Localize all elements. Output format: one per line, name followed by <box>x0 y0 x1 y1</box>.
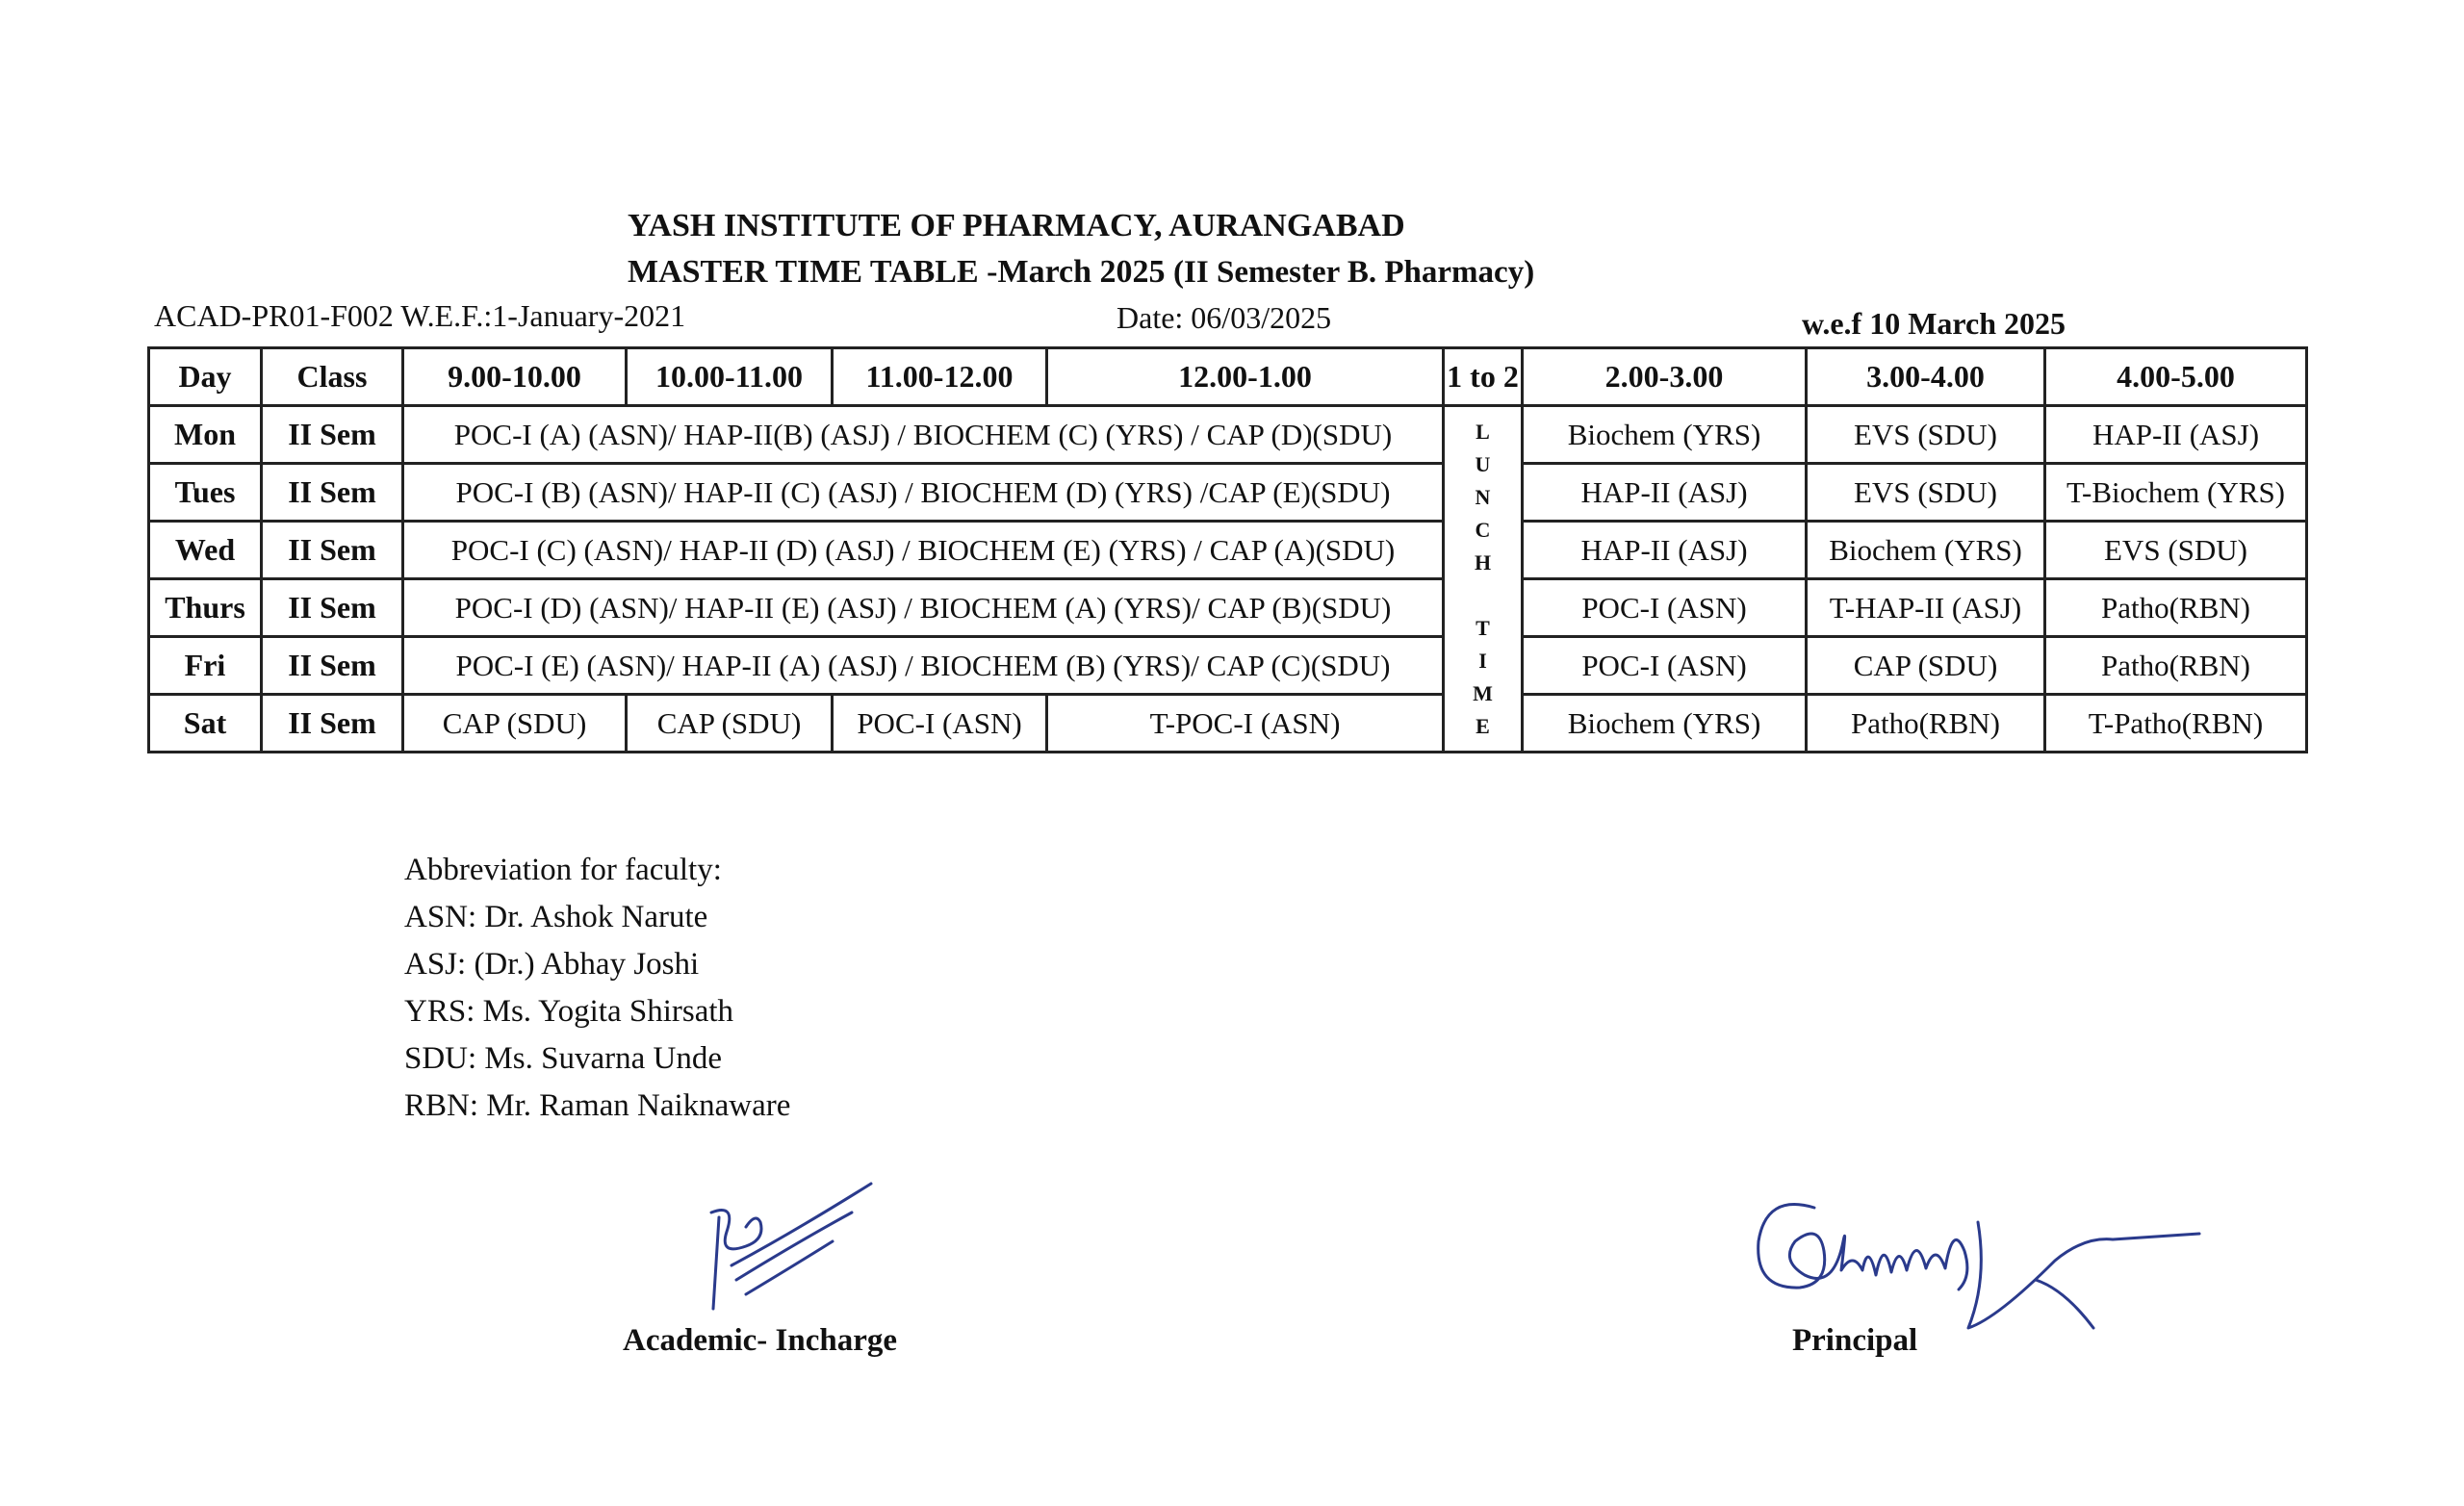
day-cell: Tues <box>149 464 262 522</box>
class-cell: II Sem <box>262 579 403 637</box>
table-row <box>149 695 2307 753</box>
slot-3-4-cell: EVS (SDU) <box>1807 406 2045 464</box>
slot-2-3-cell: HAP-II (ASJ) <box>1523 522 1807 579</box>
slot-12-1-cell: T-POC-I (ASN) <box>1047 695 1444 753</box>
issue-date: Date: 06/03/2025 <box>1116 300 1332 335</box>
form-code: ACAD-PR01-F002 W.E.F.:1-January-2021 <box>154 298 686 333</box>
header-slot-10-11: 10.00-11.00 <box>627 348 833 406</box>
day-cell: Fri <box>149 637 262 695</box>
morning-batches-cell: POC-I (C) (ASN)/ HAP-II (D) (ASJ) / BIOCHEM (E) (YRS) / CAP (A)(SDU) <box>403 522 1444 579</box>
slot-11-12-cell: POC-I (ASN) <box>833 695 1047 753</box>
header-row <box>149 348 2307 406</box>
header-slot-12-1: 12.00-1.00 <box>1047 348 1444 406</box>
slot-3-4-cell: T-HAP-II (ASJ) <box>1807 579 2045 637</box>
slot-3-4-cell: CAP (SDU) <box>1807 637 2045 695</box>
table-row <box>149 464 2307 522</box>
abbreviation-item: ASN: Dr. Ashok Narute <box>404 900 708 934</box>
lunch-letter: I <box>1478 648 1487 673</box>
day-cell: Sat <box>149 695 262 753</box>
table-row <box>149 406 2307 464</box>
academic-incharge-signature <box>707 1174 881 1318</box>
header-slot-3-4: 3.00-4.00 <box>1807 348 2045 406</box>
abbreviation-item: ASJ: (Dr.) Abhay Joshi <box>404 947 700 982</box>
slot-2-3-cell: Biochem (YRS) <box>1523 406 1807 464</box>
lunch-letter: C <box>1475 517 1491 542</box>
class-cell: II Sem <box>262 637 403 695</box>
day-cell: Wed <box>149 522 262 579</box>
title-semester: (II Semester B. Pharmacy) <box>1173 255 1535 290</box>
slot-9-10-cell: CAP (SDU) <box>403 695 627 753</box>
slot-4-5-cell: Patho(RBN) <box>2045 637 2307 695</box>
slot-2-3-cell: POC-I (ASN) <box>1523 637 1807 695</box>
slot-4-5-cell: T-Patho(RBN) <box>2045 695 2307 753</box>
abbreviations-heading: Abbreviation for faculty: <box>404 853 722 887</box>
lunch-letter: N <box>1475 484 1491 509</box>
slot-4-5-cell: EVS (SDU) <box>2045 522 2307 579</box>
table-row <box>149 522 2307 579</box>
morning-batches-cell: POC-I (D) (ASN)/ HAP-II (E) (ASJ) / BIOCHEM (A) (YRS)/ CAP (B)(SDU) <box>403 579 1444 637</box>
morning-batches-cell: POC-I (A) (ASN)/ HAP-II(B) (ASJ) / BIOCHEM (C) (YRS) / CAP (D)(SDU) <box>403 406 1444 464</box>
academic-incharge-label: Academic- Incharge <box>623 1323 898 1358</box>
lunch-time-cell <box>1444 406 1523 753</box>
slot-2-3-cell: HAP-II (ASJ) <box>1523 464 1807 522</box>
lunch-letter: U <box>1475 451 1491 476</box>
header-slot-2-3: 2.00-3.00 <box>1523 348 1807 406</box>
slot-2-3-cell: POC-I (ASN) <box>1523 579 1807 637</box>
slot-3-4-cell: Patho(RBN) <box>1807 695 2045 753</box>
slot-3-4-cell: EVS (SDU) <box>1807 464 2045 522</box>
class-cell: II Sem <box>262 695 403 753</box>
slot-4-5-cell: HAP-II (ASJ) <box>2045 406 2307 464</box>
class-cell: II Sem <box>262 522 403 579</box>
title-main: MASTER TIME TABLE -March 2025 <box>628 254 1166 290</box>
day-cell: Thurs <box>149 579 262 637</box>
lunch-letter: M <box>1473 680 1493 705</box>
principal-label: Principal <box>1792 1323 1918 1358</box>
header-slot-4-5: 4.00-5.00 <box>2045 348 2307 406</box>
lunch-spacer <box>1445 579 1521 612</box>
timetable <box>147 346 2308 753</box>
slot-4-5-cell: T-Biochem (YRS) <box>2045 464 2307 522</box>
effective-date: w.e.f 10 March 2025 <box>1802 306 2066 341</box>
slot-4-5-cell: Patho(RBN) <box>2045 579 2307 637</box>
header-class: Class <box>262 348 403 406</box>
table-row <box>149 579 2307 637</box>
header-slot-9-10: 9.00-10.00 <box>403 348 627 406</box>
class-cell: II Sem <box>262 464 403 522</box>
slot-3-4-cell: Biochem (YRS) <box>1807 522 2045 579</box>
timetable-title <box>628 250 1534 294</box>
morning-batches-cell: POC-I (B) (ASN)/ HAP-II (C) (ASJ) / BIOCHEM (D) (YRS) /CAP (E)(SDU) <box>403 464 1444 522</box>
header-slot-11-12: 11.00-12.00 <box>833 348 1047 406</box>
header-day: Day <box>149 348 262 406</box>
lunch-letter: E <box>1476 713 1490 738</box>
slot-2-3-cell: Biochem (YRS) <box>1523 695 1807 753</box>
day-cell: Mon <box>149 406 262 464</box>
lunch-letter: T <box>1476 615 1490 640</box>
abbreviation-item: SDU: Ms. Suvarna Unde <box>404 1041 722 1076</box>
lunch-letter: L <box>1476 419 1490 444</box>
faculty-abbreviations <box>404 847 790 1130</box>
lunch-letter: H <box>1474 549 1492 574</box>
header-lunch: 1 to 2 <box>1444 348 1523 406</box>
abbreviation-item: RBN: Mr. Raman Naiknaware <box>404 1088 791 1123</box>
slot-10-11-cell: CAP (SDU) <box>627 695 833 753</box>
class-cell: II Sem <box>262 406 403 464</box>
institute-name: YASH INSTITUTE OF PHARMACY, AURANGABAD <box>628 208 1405 243</box>
abbreviation-item: YRS: Ms. Yogita Shirsath <box>404 994 734 1029</box>
morning-batches-cell: POC-I (E) (ASN)/ HAP-II (A) (ASJ) / BIOCHEM (B) (YRS)/ CAP (C)(SDU) <box>403 637 1444 695</box>
table-row <box>149 637 2307 695</box>
